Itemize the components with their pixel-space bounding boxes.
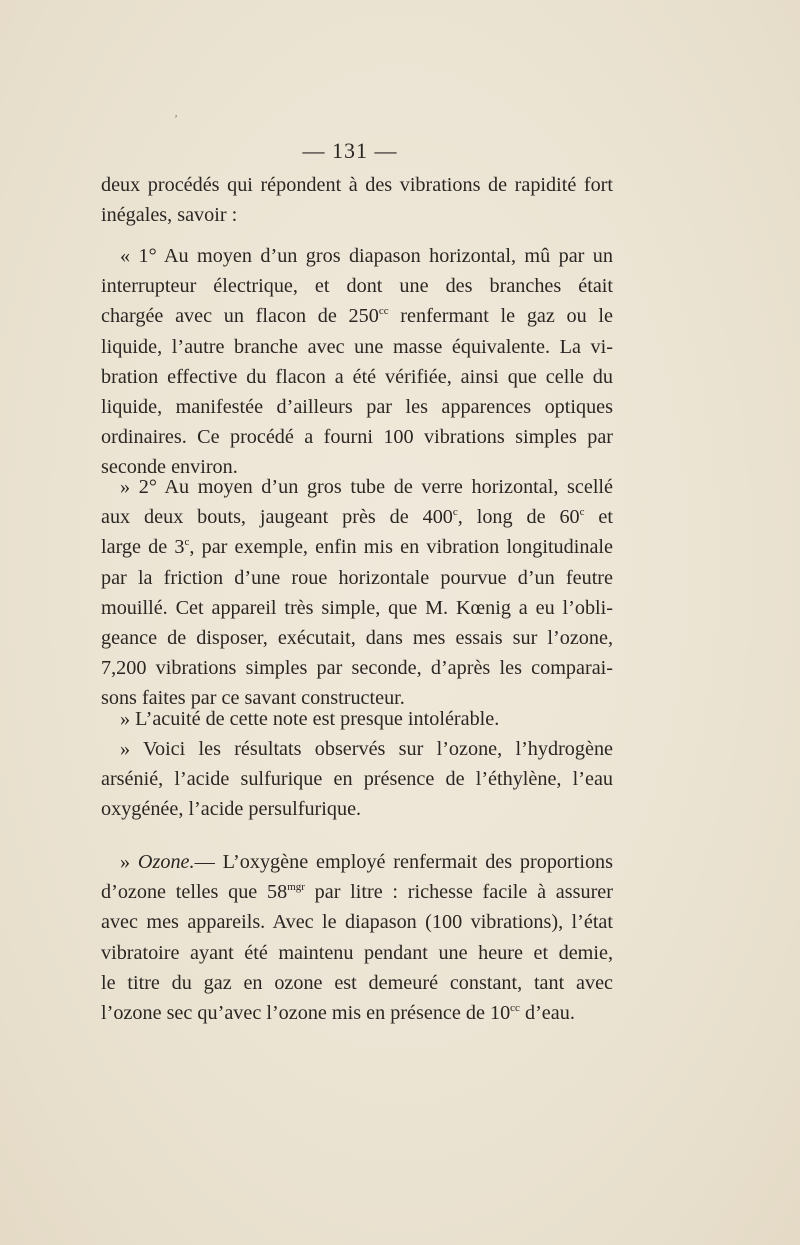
text-line: oxygénée, l’acide persulfurique. (101, 798, 362, 821)
superscript: c (452, 506, 458, 519)
text-line: » Voici les résultats observés sur l’ozone, l’hydrogène (120, 738, 613, 760)
text-line: l’ozone sec qu’avec l’ozone mis en présence de $10^{cc}$ d’eau. (101, 1002, 575, 1025)
text-line: mouillé. Cet appareil très simple, que M. Kœnig a eu l’obli- (101, 596, 613, 619)
text-line: large de 3$^c$, par exemple, enfin mis en vibration longitudinale (101, 536, 613, 559)
text-line: » 2° Au moyen d’un gros tube de verre horizontal, scellé (120, 476, 613, 498)
text-line: sons faites par ce savant constructeur. (101, 687, 405, 710)
superscript: c (579, 506, 585, 519)
superscript: mgr (287, 881, 305, 894)
text-line: » Ozone.— L’oxygène employé renfermait des proportions (120, 851, 614, 873)
text-line: aux deux bouts, jaugeant près de 400$^c$, long de 60$^c$ et (101, 506, 613, 529)
text-line: bration effective du flacon a été vérifiée, ainsi que celle du (101, 365, 613, 388)
superscript: c (184, 536, 190, 549)
text-line: inégales, savoir : (101, 204, 238, 227)
superscript: cc (378, 305, 389, 318)
paragraph-1 (101, 170, 613, 230)
text-line: interrupteur électrique, et dont une des branches était (101, 275, 613, 298)
text-line: liquide, manifestée d’ailleurs par les apparences optiques (101, 396, 613, 419)
text-line: liquide, l’autre branche avec une masse équivalente. La vi- (101, 335, 613, 358)
text-line: chargée avec un flacon de $250^{cc}$ renfermant le gaz ou le (101, 305, 614, 328)
text-line: le titre du gaz en ozone est demeuré constant, tant avec (101, 971, 613, 994)
page-number: — 131 — (302, 138, 398, 163)
paragraph-3 (101, 472, 613, 714)
text-line: 7,200 vibrations simples par seconde, d’après les comparai- (101, 657, 613, 680)
paragraph-6 (101, 847, 613, 1028)
text-line: geance de disposer, exécutait, dans mes essais sur l’ozone, (101, 627, 613, 650)
text-line: avec mes appareils. Avec le diapason (100 vibrations), l’état (101, 911, 613, 934)
text-line: » L’acuité de cette note est presque intolérable. (120, 708, 500, 730)
paragraph-4 (101, 704, 613, 734)
text-line: ordinaires. Ce procédé a fourni 100 vibrations simples par (101, 426, 613, 449)
text-line: « 1° Au moyen d’un gros diapason horizontal, mû par un (120, 245, 613, 267)
text-line: vibratoire ayant été maintenu pendant une heure et demie, (101, 941, 613, 964)
ink-speck: ʼ (174, 112, 178, 126)
text-line: seconde environ. (101, 456, 238, 479)
text-line: d’ozone telles que $58^{mgr}$ par litre : richesse facile à assurer (101, 881, 613, 904)
italic-heading: Ozone. (137, 851, 195, 873)
text-line: par la friction d’une roue horizontale pourvue d’un feutre (101, 566, 613, 589)
text-line: deux procédés qui répondent à des vibrations de rapidité fort (101, 174, 613, 196)
superscript: cc (510, 1002, 520, 1015)
paragraph-2 (101, 241, 613, 483)
paragraph-5 (101, 734, 613, 825)
text-line: arsénié, l’acide sulfurique en présence de l’éthylène, l’eau (101, 768, 613, 791)
